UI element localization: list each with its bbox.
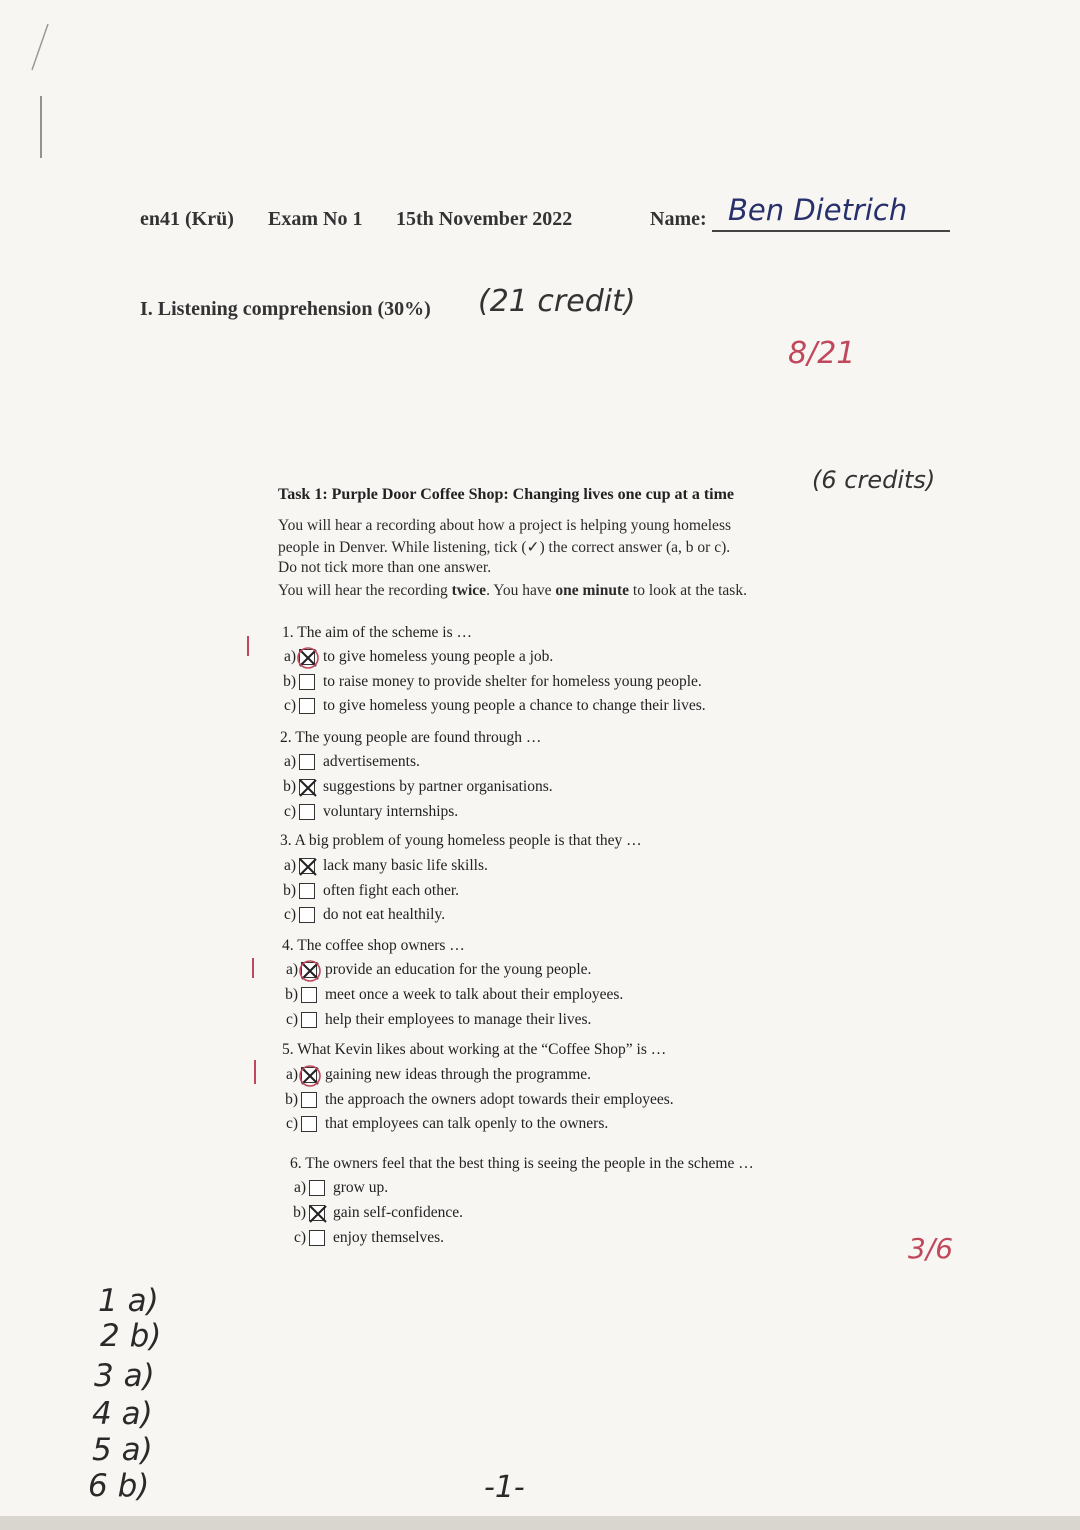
task-intro-line4: You will hear the recording twice. You have one minute to look at the task. [278, 582, 747, 599]
handwritten-answer-5: 5 a) [92, 1432, 153, 1468]
option-label: b) [283, 778, 296, 795]
option-label: a) [283, 753, 296, 770]
correction-mark-q5 [254, 1060, 256, 1084]
handwritten-answer-4: 4 a) [92, 1396, 153, 1432]
task-intro-line3: Do not tick more than one answer. [278, 559, 492, 576]
checkbox[interactable] [301, 1116, 317, 1132]
option-label: b) [293, 1204, 306, 1221]
correction-mark-q4 [252, 958, 254, 978]
option-text: lack many basic life skills. [323, 857, 488, 874]
option-label: c) [283, 803, 296, 820]
option-text: the approach the owners adopt towards their employees. [325, 1091, 674, 1108]
section-score: 8/21 [788, 336, 856, 371]
question-1-stem: 1. The aim of the scheme is … [282, 624, 472, 641]
option-text: to give homeless young people a job. [323, 648, 554, 665]
q5-option-b[interactable] [278, 1091, 674, 1109]
q1-option-c[interactable] [276, 697, 706, 715]
q5-option-a[interactable] [278, 1066, 591, 1084]
question-5-stem: 5. What Kevin likes about working at the “Coffee Shop” is … [282, 1041, 667, 1058]
q3-option-c[interactable] [276, 906, 445, 924]
name-label: Name: [650, 208, 707, 230]
checkbox-checked[interactable] [301, 1067, 317, 1083]
checkbox[interactable] [299, 698, 315, 714]
q6-option-c[interactable] [286, 1229, 444, 1247]
option-text: suggestions by partner organisations. [323, 778, 553, 795]
paper-edge [0, 1516, 1080, 1530]
task-credits-note: (6 credits) [812, 466, 936, 494]
q2-option-a[interactable] [276, 753, 420, 771]
option-text: advertisements. [323, 753, 420, 770]
checkbox-checked[interactable] [301, 962, 317, 978]
option-label: a) [285, 961, 298, 978]
q2-option-c[interactable] [276, 803, 458, 821]
checkbox[interactable] [299, 804, 315, 820]
checkbox[interactable] [301, 1092, 317, 1108]
q3-option-a[interactable] [276, 857, 488, 875]
option-text: grow up. [333, 1179, 389, 1196]
option-label: c) [283, 697, 296, 714]
option-label: b) [285, 1091, 298, 1108]
question-2-stem: 2. The young people are found through … [280, 729, 542, 746]
checkbox[interactable] [309, 1180, 325, 1196]
q6-option-a[interactable] [286, 1179, 388, 1197]
q4-option-c[interactable] [278, 1011, 591, 1029]
option-label: c) [285, 1011, 298, 1028]
checkbox[interactable] [299, 674, 315, 690]
option-label: a) [283, 857, 296, 874]
handwritten-answer-3: 3 a) [94, 1358, 155, 1394]
option-label: a) [283, 648, 296, 665]
q6-option-b[interactable] [286, 1204, 463, 1222]
option-label: c) [285, 1115, 298, 1132]
q1-option-b[interactable] [276, 673, 702, 691]
student-name: Ben Dietrich [728, 193, 908, 227]
checkbox-checked[interactable] [309, 1205, 325, 1221]
q4-option-b[interactable] [278, 986, 623, 1004]
q2-option-b[interactable] [276, 778, 553, 796]
checkbox[interactable] [299, 883, 315, 899]
question-3-stem: 3. A big problem of young homeless people is that they … [280, 832, 642, 849]
option-text: meet once a week to talk about their employees. [325, 986, 624, 1003]
course-code: en41 (Krü) [140, 208, 234, 230]
q1-option-a[interactable] [276, 648, 553, 666]
option-label: b) [283, 673, 296, 690]
credit-note: (21 credit) [478, 284, 636, 319]
option-label: b) [285, 986, 298, 1003]
handwritten-answer-1: 1 a) [98, 1283, 159, 1319]
option-text: voluntary internships. [323, 803, 459, 820]
page-number: -1- [484, 1470, 525, 1505]
task-score: 3/6 [908, 1232, 954, 1265]
checkbox[interactable] [309, 1230, 325, 1246]
option-text: help their employees to manage their lives. [325, 1011, 592, 1028]
option-text: enjoy themselves. [333, 1229, 445, 1246]
handwritten-answer-2: 2 b) [100, 1318, 162, 1354]
checkbox[interactable] [299, 754, 315, 770]
task-title: Task 1: Purple Door Coffee Shop: Changing lives one cup at a time [278, 486, 735, 503]
option-label: c) [283, 906, 296, 923]
exam-date: 15th November 2022 [396, 208, 573, 230]
checkbox-checked[interactable] [299, 779, 315, 795]
checkbox[interactable] [301, 987, 317, 1003]
name-underline [712, 230, 950, 232]
task-intro-line2: people in Denver. While listening, tick (✓) the correct answer (a, b or c). [278, 539, 731, 556]
option-text: that employees can talk openly to the owners. [325, 1115, 609, 1132]
handwritten-answer-6: 6 b) [88, 1468, 150, 1504]
q3-option-b[interactable] [276, 882, 459, 900]
option-text: gaining new ideas through the programme. [325, 1066, 592, 1083]
option-text: to raise money to provide shelter for homeless young people. [323, 673, 702, 690]
correction-mark-q1 [247, 636, 249, 656]
task-intro-line1: You will hear a recording about how a project is helping young homeless [278, 517, 732, 534]
exam-number: Exam No 1 [268, 208, 363, 230]
checkbox-checked[interactable] [299, 858, 315, 874]
option-label: a) [293, 1179, 306, 1196]
option-label: c) [293, 1229, 306, 1246]
q5-option-c[interactable] [278, 1115, 608, 1133]
option-text: often fight each other. [323, 882, 460, 899]
pencil-marks [28, 18, 68, 168]
q4-option-a[interactable] [278, 961, 591, 979]
option-label: a) [285, 1066, 298, 1083]
question-6-stem: 6. The owners feel that the best thing is seeing the people in the scheme … [290, 1155, 754, 1172]
option-text: provide an education for the young people. [325, 961, 592, 978]
checkbox[interactable] [299, 907, 315, 923]
option-text: do not eat healthily. [323, 906, 446, 923]
checkbox-checked[interactable] [299, 649, 315, 665]
section-title: I. Listening comprehension (30%) [140, 298, 431, 320]
option-text: to give homeless young people a chance to change their lives. [323, 697, 706, 714]
option-text: gain self-confidence. [333, 1204, 463, 1221]
question-4-stem: 4. The coffee shop owners … [282, 937, 465, 954]
option-label: b) [283, 882, 296, 899]
checkbox[interactable] [301, 1012, 317, 1028]
